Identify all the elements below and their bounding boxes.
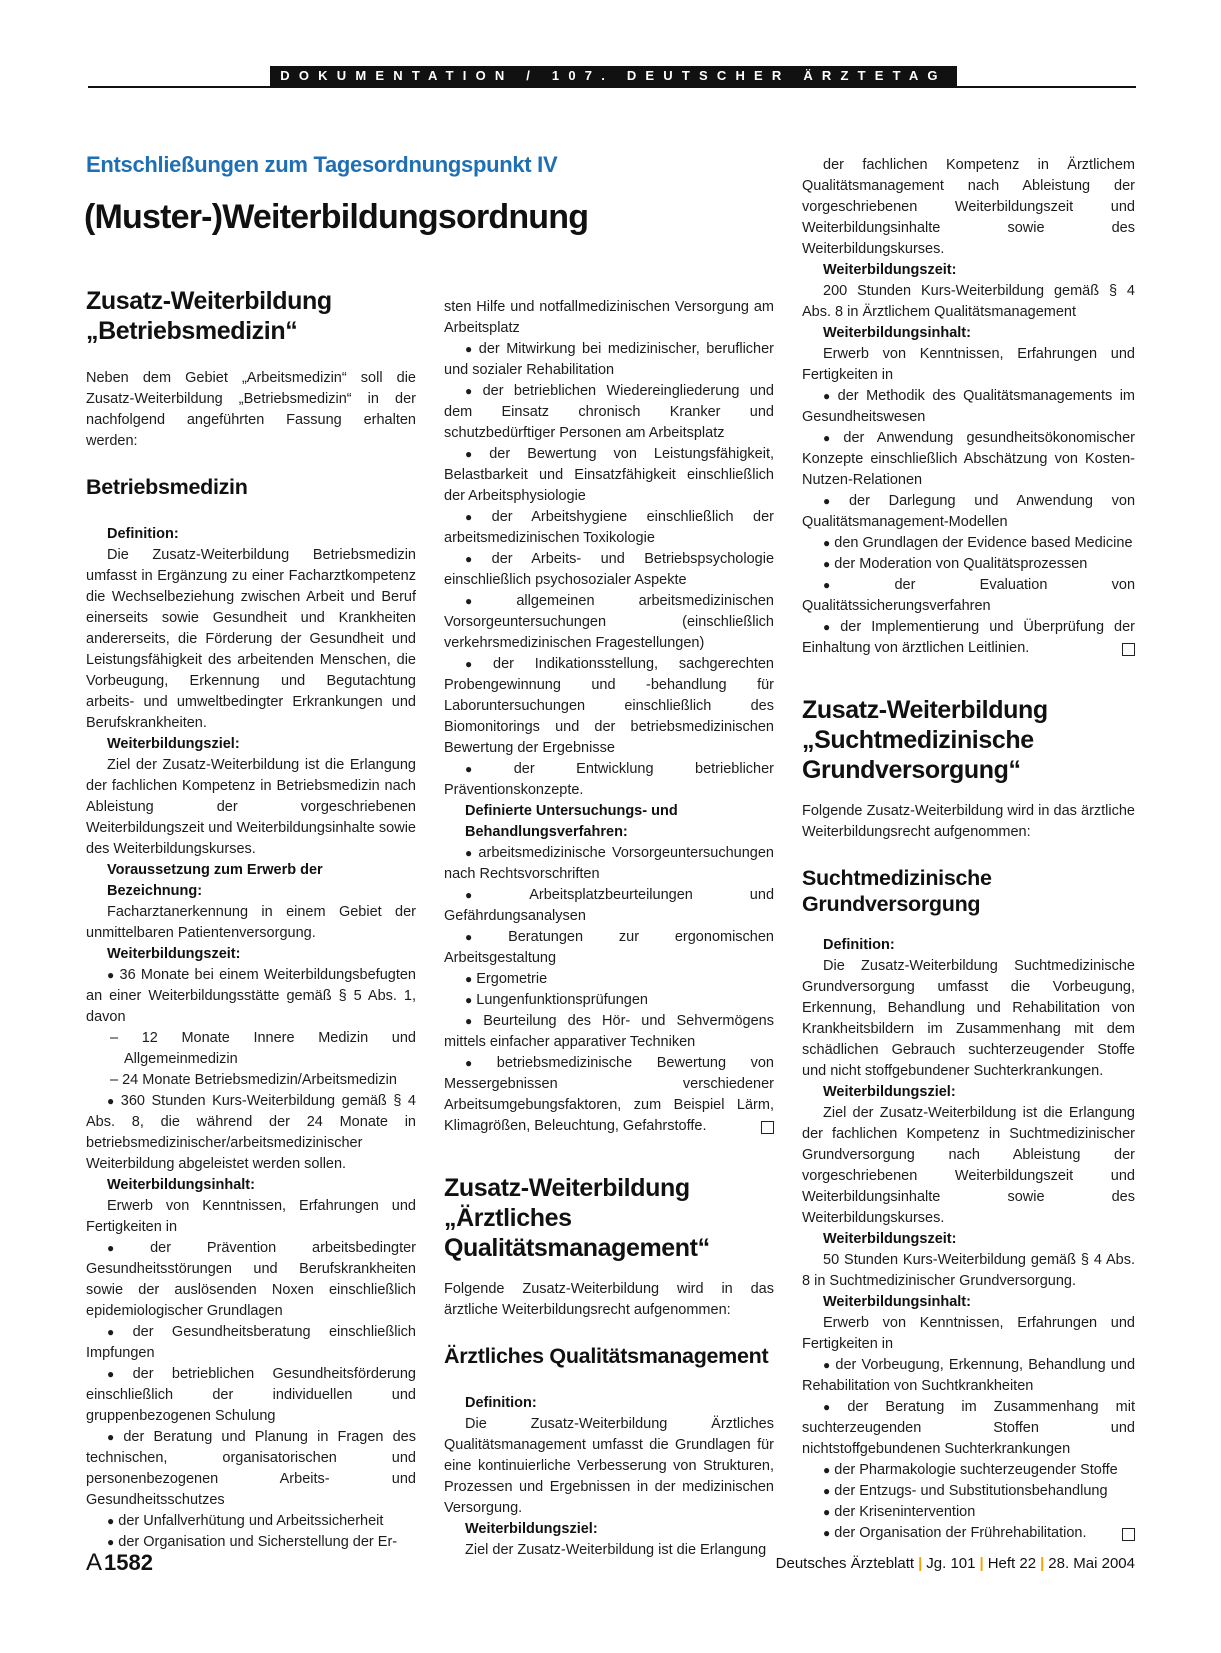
ziel-label: Weiterbildungsziel: [465,1521,598,1537]
list-item: ● der Darlegung und Anwendung von Qualitätsmanagement-Modellen [802,491,1135,533]
page-number-value: 1582 [104,1550,153,1575]
page-title: (Muster-)Weiterbildungsordnung [84,198,589,236]
separator: | [979,1555,984,1572]
list-item-text: der Organisation der Frührehabilitation. [834,1525,1087,1541]
column-2 [444,297,774,1561]
definition-label: Definition: [465,1395,537,1411]
list-item: ● der Moderation von Qualitätsprozessen [802,554,1135,575]
list-item: ● der Arbeits- und Betriebspsychologie einschließlich psychosozialer Aspekte [444,549,774,591]
continued-text: sten Hilfe und notfallmedizinischen Versorgung am Arbeitsplatz [444,299,774,336]
section-title-suchtmedizin: Zusatz-Weiterbildung „Suchtmedizinische Grundversorgung“ [802,696,1048,784]
zeit-label: Weiterbildungszeit: [107,946,241,962]
list-item: ● den Grundlagen der Evidence based Medicine [802,533,1135,554]
list-item: ● Lungenfunktionsprüfungen [444,990,774,1011]
journal-citation [776,1555,1135,1572]
inhalt-label: Weiterbildungsinhalt: [823,325,971,341]
list-item: ● der Vorbeugung, Erkennung, Behandlung und Rehabilitation von Suchtkrankheiten [802,1355,1135,1397]
end-of-article-box-icon [761,1121,774,1134]
definition-text: Die Zusatz-Weiterbildung Betriebsmedizin umfasst in Ergänzung zu einer Facharztkompetenz die Wechselbeziehung zwischen Arbeit und Beruf einerseits sowie Gesundheit und Krankheiten andererseits, die Förderung der Gesundheit und Leistungsfähigkeit des arbeitenden Menschen, die Vorbeugung, Erkennung und Begutachtung arbeits- und umweltbedingter Erkrankungen und Berufskrankheiten. [86,547,416,731]
kicker: Entschließungen zum Tagesordnungspunkt IV [86,152,558,177]
section-title-betriebsmedizin: Zusatz-Weiterbildung „Betriebsmedizin“ [86,287,332,345]
subtitle-suchtmedizin: Suchtmedizinische Grundversorgung [802,866,992,916]
list-item: ● der Pharmakologie suchterzeugender Stoffe [802,1460,1135,1481]
inhalt-text: Erwerb von Kenntnissen, Erfahrungen und Fertigkeiten in [86,1198,416,1235]
column-3 [802,155,1135,1544]
list-item: ● der Evaluation von Qualitätssicherungsverfahren [802,575,1135,617]
journal-issue: Heft 22 [987,1555,1037,1572]
ziel-text: Ziel der Zusatz-Weiterbildung ist die Erlangung [465,1542,767,1558]
list-item [802,1523,1135,1544]
inhalt-text: Erwerb von Kenntnissen, Erfahrungen und Fertigkeiten in [802,346,1135,383]
journal-volume: Jg. 101 [926,1555,976,1572]
ziel-label: Weiterbildungsziel: [823,1084,956,1100]
voraussetzung-text: Facharztanerkennung in einem Gebiet der unmittelbaren Patientenversorgung. [86,904,416,941]
subtitle-qualitaetsmanagement: Ärztliches Qualitätsmanagement [444,1344,769,1368]
intro-text: Folgende Zusatz-Weiterbildung wird in das ärztliche Weiterbildungsrecht aufgenommen: [444,1281,774,1318]
list-item: ● allgemeinen arbeitsmedizinischen Vorsorgeuntersuchungen (einschließlich verkehrsmedizinischen Fragestellungen) [444,591,774,654]
journal-date: 28. Mai 2004 [1048,1555,1135,1572]
header-rule [88,86,1136,88]
voraussetzung-label: Voraussetzung zum Erwerb der Bezeichnung: [107,862,323,899]
list-item: ● der Unfallverhütung und Arbeitssicherheit [86,1511,416,1532]
list-item: ● der betrieblichen Gesundheitsförderung einschließlich der individuellen und gruppenbezogenen Schulung [86,1364,416,1427]
zeit-label: Weiterbildungszeit: [823,262,957,278]
separator: | [1040,1555,1045,1572]
section-header-band: DOKUMENTATION / 107. DEUTSCHER ÄRZTETAG [270,66,957,86]
inhalt-label: Weiterbildungsinhalt: [107,1177,255,1193]
section-title-qualitaetsmanagement: Zusatz-Weiterbildung „Ärztliches Qualitätsmanagement“ [444,1174,710,1262]
list-item: ● 360 Stunden Kurs-Weiterbildung gemäß § 4 Abs. 8, die während der 24 Monate in betriebsmedizinischer/arbeitsmedizinischer Weiterbildung abgeleistet werden sollen. [86,1091,416,1175]
ziel-label: Weiterbildungsziel: [107,736,240,752]
list-item: ● der Krisenintervention [802,1502,1135,1523]
list-item-text: der Implementierung und Überprüfung der Einhaltung von ärztlichen Leitlinien. [802,619,1135,656]
list-item: ● Ergometrie [444,969,774,990]
definition-label: Definition: [823,937,895,953]
list-item: ● der Mitwirkung bei medizinischer, beruflicher und sozialer Rehabilitation [444,339,774,381]
zeit-label: Weiterbildungszeit: [823,1231,957,1247]
inhalt-label: Weiterbildungsinhalt: [823,1294,971,1310]
zeit-text: 200 Stunden Kurs-Weiterbildung gemäß § 4 Abs. 8 in Ärztlichem Qualitätsmanagement [802,283,1135,320]
list-item: ● der Anwendung gesundheitsökonomischer Konzepte einschließlich Abschätzung von Kosten-Nutzen-Relationen [802,428,1135,491]
list-subitem: – 12 Monate Innere Medizin und Allgemeinmedizin [110,1030,416,1067]
end-of-article-box-icon [1122,1528,1135,1541]
verfahren-label: Definierte Untersuchungs- und Behandlungsverfahren: [465,803,678,840]
list-item: ● der Organisation und Sicherstellung der Er- [86,1532,416,1553]
list-item: ● der Gesundheitsberatung einschließlich Impfungen [86,1322,416,1364]
page-prefix: A [86,1549,103,1576]
list-item: ● Arbeitsplatzbeurteilungen und Gefährdungsanalysen [444,885,774,927]
list-item: ● der Beratung und Planung in Fragen des technischen, organisatorischen und personenbezogenen Arbeits- und Gesundheitsschutzes [86,1427,416,1511]
list-item: ● Beurteilung des Hör- und Sehvermögens mittels einfacher apparativer Techniken [444,1011,774,1053]
end-of-article-box-icon [1122,643,1135,656]
intro-text: Neben dem Gebiet „Arbeitsmedizin“ soll die Zusatz-Weiterbildung „Betriebsmedizin“ in der nachfolgend angeführten Fassung erhalten werden: [86,370,416,449]
definition-text: Die Zusatz-Weiterbildung Suchtmedizinische Grundversorgung umfasst die Vorbeugung, Erkennung, Behandlung und Rehabilitation von Krankheitsbildern im Zusammenhang mit dem schädlichen Gebrauch suchterzeugender Stoffe und nicht stoffgebundener Suchterkrankungen. [802,958,1135,1079]
inhalt-text: Erwerb von Kenntnissen, Erfahrungen und Fertigkeiten in [802,1315,1135,1352]
ziel-text: Ziel der Zusatz-Weiterbildung ist die Erlangung der fachlichen Kompetenz in Suchtmedizinischer Grundversorgung nach Ableistung der vorgeschriebenen Weiterbildungszeit und Weiterbildungsinhalte sowie des Weiterbildungskurses. [802,1105,1135,1226]
list-item-text: betriebsmedizinische Bewertung von Messergebnissen verschiedener Arbeitsumgebungsfaktoren, zum Beispiel Lärm, Klimagrößen, Beleuchtung, Gefahrstoffe. [444,1055,774,1134]
definition-label: Definition: [107,526,179,542]
journal-name: Deutsches Ärzteblatt [775,1555,915,1572]
list-subitem: – 24 Monate Betriebsmedizin/Arbeitsmedizin [110,1072,397,1088]
list-item: ● der Entzugs- und Substitutionsbehandlung [802,1481,1135,1502]
ziel-text: Ziel der Zusatz-Weiterbildung ist die Erlangung der fachlichen Kompetenz in Betriebsmedizin nach Ableistung der vorgeschriebenen Weiterbildungszeit und Weiterbildungsinhalte sowie des Weiterbildungskurses. [86,757,416,857]
list-item: ● der betrieblichen Wiedereingliederung und dem Einsatz chronisch Kranker und schutzbedürftiger Personen am Arbeitsplatz [444,381,774,444]
list-item: ● der Prävention arbeitsbedingter Gesundheitsstörungen und Berufskrankheiten sowie der auslösenden Noxen einschließlich epidemiologischer Grundlagen [86,1238,416,1322]
list-item: ● der Arbeitshygiene einschließlich der arbeitsmedizinischen Toxikologie [444,507,774,549]
page-number [86,1549,153,1577]
list-item: ● der Beratung im Zusammenhang mit suchterzeugenden Stoffen und nichtstoffgebundenen Suchterkrankungen [802,1397,1135,1460]
intro-text: Folgende Zusatz-Weiterbildung wird in das ärztliche Weiterbildungsrecht aufgenommen: [802,803,1135,840]
subtitle-betriebsmedizin: Betriebsmedizin [86,475,248,499]
list-item [444,1053,774,1137]
column-1 [86,286,416,1553]
list-item [802,617,1135,659]
list-item: ● der Methodik des Qualitätsmanagements im Gesundheitswesen [802,386,1135,428]
separator: | [918,1555,923,1572]
list-item: ● arbeitsmedizinische Vorsorgeuntersuchungen nach Rechtsvorschriften [444,843,774,885]
definition-text: Die Zusatz-Weiterbildung Ärztliches Qualitätsmanagement umfasst die Grundlagen für eine kontinuierliche Verbesserung von Strukturen, Prozessen und Ergebnissen in der medizinischen Versorgung. [444,1416,774,1516]
list-item: ● Beratungen zur ergonomischen Arbeitsgestaltung [444,927,774,969]
zeit-text: 50 Stunden Kurs-Weiterbildung gemäß § 4 Abs. 8 in Suchtmedizinischer Grundversorgung. [802,1252,1135,1289]
continued-text: der fachlichen Kompetenz in Ärztlichem Qualitätsmanagement nach Ableistung der vorgeschriebenen Weiterbildungszeit und Weiterbildungsinhalte sowie des Weiterbildungskurses. [802,157,1135,257]
list-item: ● der Bewertung von Leistungsfähigkeit, Belastbarkeit und Einsatzfähigkeit einschließlich der Arbeitsphysiologie [444,444,774,507]
list-item: ● 36 Monate bei einem Weiterbildungsbefugten an einer Weiterbildungsstätte gemäß § 5 Abs. 1, davon [86,965,416,1028]
list-item: ● der Entwicklung betrieblicher Präventionskonzepte. [444,759,774,801]
list-item: ● der Indikationsstellung, sachgerechten Probengewinnung und -behandlung für Laboruntersuchungen einschließlich des Biomonitorings und der betriebsmedizinischen Bewertung der Ergebnisse [444,654,774,759]
